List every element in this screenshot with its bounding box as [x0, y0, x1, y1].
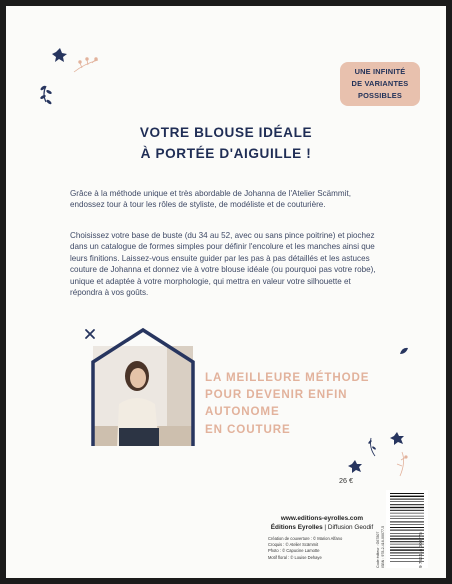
distributor-name: Diffusion Geodif [327, 524, 374, 531]
barcode-stripe [390, 513, 424, 514]
barcode-stripe [390, 493, 424, 494]
barcode-stripe [390, 499, 424, 500]
credit-sketches: Croquis : © Atelier Scämmit [268, 542, 319, 548]
publisher-website: www.editions-eyrolles.com [280, 515, 364, 522]
credit-cover: Création de couverture : © Marion Alfano [268, 536, 343, 541]
floral-sprig-icon [36, 42, 106, 122]
publisher-line [253, 524, 391, 531]
badge-line-3: POSSIBLES [357, 91, 403, 100]
barcode-stripe [390, 524, 424, 525]
tagline-line-3: AUTONOME [205, 405, 280, 419]
leaf-icon [399, 346, 409, 356]
credits [268, 536, 342, 561]
publisher-separator: | [322, 524, 328, 531]
barcode-stripe [390, 516, 424, 517]
back-cover [6, 6, 446, 578]
barcode-editor-code: Code éditeur : G67807 [376, 531, 380, 568]
tagline-line-4: EN COUTURE [205, 422, 291, 436]
barcode-stripe [390, 504, 424, 505]
barcode-stripe [390, 527, 424, 528]
badge-line-1: UNE INFINITÉ [354, 67, 406, 76]
credit-photo: Photo : © Capucine Lamotte [268, 548, 320, 554]
method-paragraph: Choisissez votre base de buste (du 34 au 52, avec ou sans pince poitrine) et piochez dans un catalogue de formes simples pour définir l'encolure et les manches ainsi que leurs finitions. Laissez-vous ensuite guider par les pas à pas détaillés et les astuces couture de Johanna et donnez vie à votre blouse idéale (ou pourquoi pas votre robe), unique et adaptée à votre morphologie, qui mettra en valeur votre silhouette et répondra à vos goûts. [70, 231, 376, 298]
variants-badge [340, 62, 420, 106]
barcode-stripe [390, 501, 424, 502]
publisher-name: Éditions Eyrolles [270, 524, 323, 531]
barcode-stripe [390, 496, 424, 497]
barcode-stripe [390, 507, 424, 508]
headline-line-1: VOTRE BLOUSE IDÉALE [139, 125, 313, 140]
barcode-digits: 9 782416 000775 [418, 532, 423, 568]
house-frame-icon [85, 326, 201, 448]
barcode-isbn: ISBN : 978-2-416-00077-5 [381, 525, 385, 568]
tagline [205, 369, 375, 438]
barcode-stripe [390, 518, 424, 519]
tagline-line-1: LA MEILLEURE MÉTHODE [205, 371, 370, 384]
tagline-line-2: POUR DEVENIR ENFIN [205, 388, 348, 402]
price: 26 € [339, 476, 353, 485]
badge-line-2: DE VARIANTES [351, 79, 409, 88]
barcode-stripe [390, 521, 424, 522]
barcode-stripe [390, 530, 424, 531]
credit-floral: Motif floral : © Louise Dehaye [268, 554, 322, 560]
barcode-stripe [390, 510, 424, 511]
intro-paragraph: Grâce à la méthode unique et très abordable de Johanna de l'Atelier Scämmit, endossez tour à tour les rôles de styliste, de modéliste et de couturière. [70, 189, 351, 210]
headline-line-2: À PORTÉE D'AIGUILLE ! [140, 146, 312, 161]
